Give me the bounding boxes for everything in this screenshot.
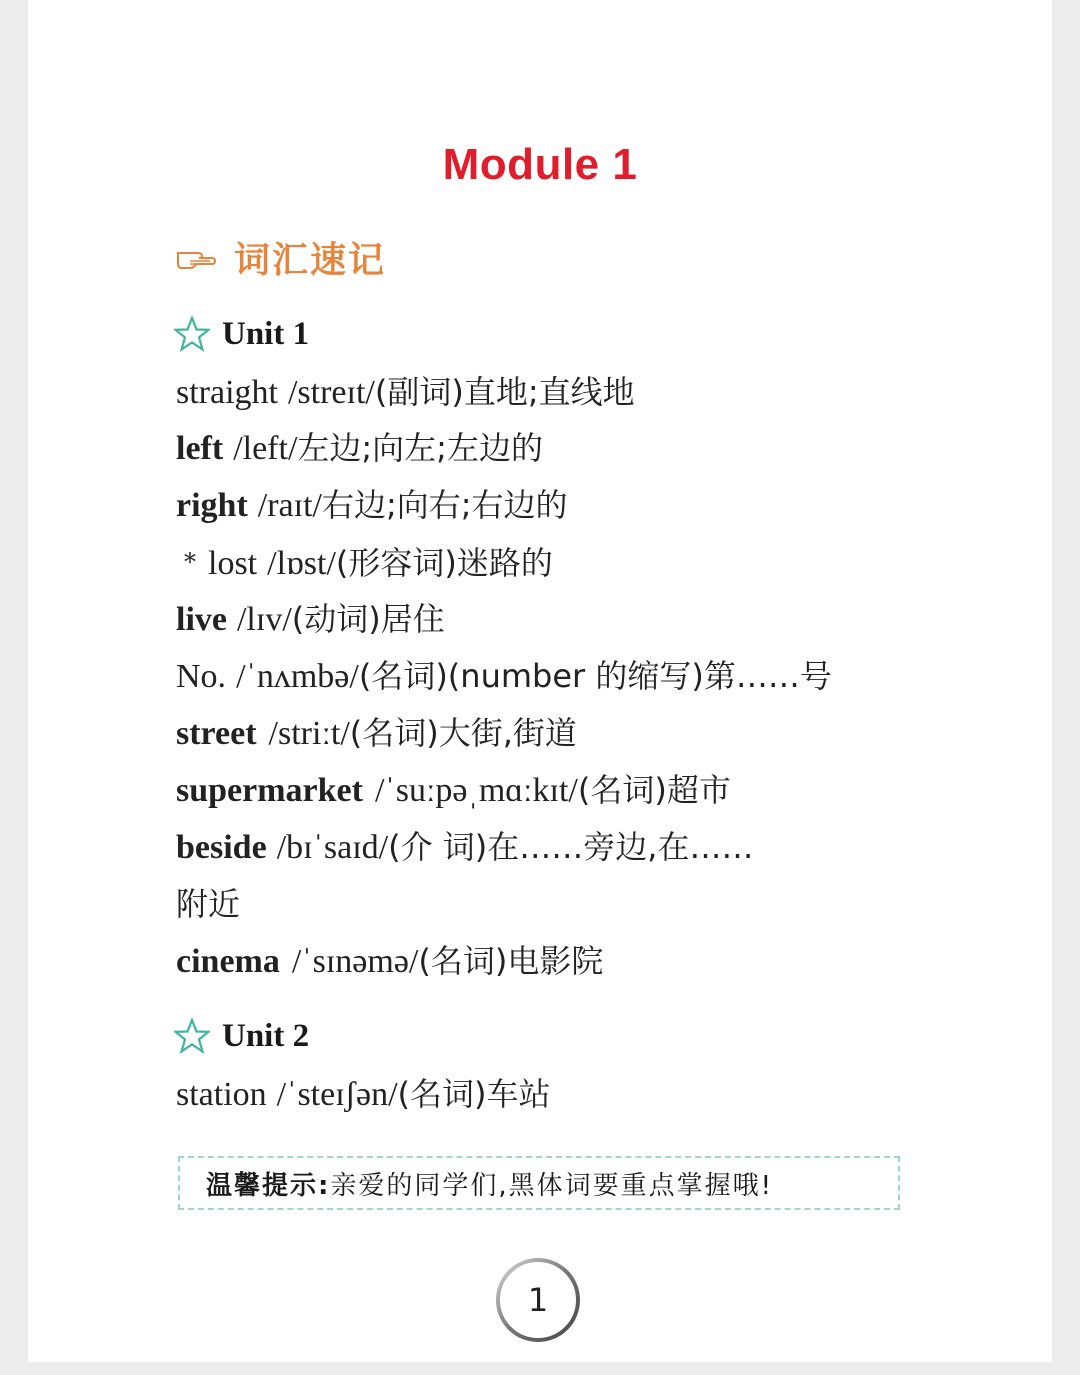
vocab-word: station: [176, 1076, 267, 1113]
vocab-word: left: [176, 430, 224, 467]
vocab-definition-continued: 附近: [176, 885, 241, 923]
vocab-entry: [176, 591, 445, 648]
unit-label: Unit 1: [222, 315, 310, 352]
optional-marker: *: [184, 548, 196, 576]
vocab-definition: 右边;向右;右边的: [321, 486, 568, 524]
vocab-phonetic: /bɪˈsaɪd/: [276, 829, 389, 866]
vocab-entry: [176, 819, 753, 876]
section-label: 词汇速记: [234, 239, 387, 281]
vocab-definition: (形容词)迷路的: [335, 544, 553, 582]
vocab-entry: [176, 933, 603, 990]
vocab-word: live: [176, 601, 227, 638]
vocab-word: straight: [176, 374, 278, 411]
vocab-word: street: [176, 715, 257, 752]
unit-label: Unit 2: [222, 1017, 310, 1054]
vocab-phonetic: /ˈsɪnəmə/: [291, 943, 419, 980]
vocab-phonetic: /lɒst/: [267, 545, 336, 582]
section-heading: [176, 232, 386, 282]
vocab-word: No.: [176, 658, 227, 695]
vocab-definition: (名词)(number 的缩写)第……号: [358, 657, 832, 695]
vocab-word: lost: [208, 545, 258, 582]
vocab-phonetic: /ˈsuːpəˌmɑːkɪt/: [374, 772, 578, 809]
vocab-entry: [176, 364, 635, 421]
tip-box: [178, 1156, 900, 1210]
vocab-phonetic: /left/: [233, 430, 298, 467]
vocab-entry: [176, 705, 577, 762]
star-outline-icon: [174, 1018, 210, 1054]
page-number-badge: [494, 1256, 582, 1344]
vocab-definition: (介 词)在……旁边,在……: [388, 828, 754, 866]
vocab-definition: 左边;向左;左边的: [297, 429, 543, 467]
vocab-word: supermarket: [176, 772, 363, 809]
unit-2-heading: [174, 1014, 309, 1058]
vocab-word: cinema: [176, 943, 280, 980]
vocab-entry: [176, 477, 568, 534]
unit-1-heading: [174, 312, 309, 356]
vocab-entry: [176, 1066, 551, 1123]
vocab-phonetic: /raɪt/: [257, 487, 322, 524]
vocab-entry: [176, 420, 543, 477]
vocab-entry: [176, 534, 553, 592]
vocab-definition: (名词)超市: [577, 771, 731, 809]
vocab-word: right: [176, 487, 248, 524]
vocab-definition: (名词)大街,街道: [349, 714, 577, 752]
vocab-definition: (名词)电影院: [418, 942, 604, 980]
tip-text: 亲爱的同学们,黑体词要重点掌握哦!: [330, 1170, 774, 1201]
vocab-phonetic: /ˈsteɪʃən/: [276, 1076, 398, 1113]
vocab-definition: (副词)直地;直线地: [374, 373, 635, 411]
vocab-phonetic: /ˈnʌmbə/: [236, 658, 359, 695]
pointing-hand-icon: [176, 243, 216, 271]
vocab-phonetic: /lɪv/: [236, 601, 292, 638]
vocab-entry: [176, 648, 832, 705]
page-number: 1: [527, 1281, 549, 1319]
page-title: Module 1: [442, 140, 638, 189]
vocab-phonetic: /striːt/: [268, 715, 350, 752]
vocab-definition: (名词)车站: [397, 1075, 551, 1113]
page: [28, 0, 1052, 1362]
tip-label: 温馨提示:: [206, 1170, 331, 1201]
vocab-definition: (动词)居住: [291, 600, 445, 638]
vocab-entry: [176, 762, 731, 819]
vocab-phonetic: /streɪt/: [287, 374, 375, 411]
vocab-word: beside: [176, 829, 267, 866]
star-outline-icon: [174, 316, 210, 352]
